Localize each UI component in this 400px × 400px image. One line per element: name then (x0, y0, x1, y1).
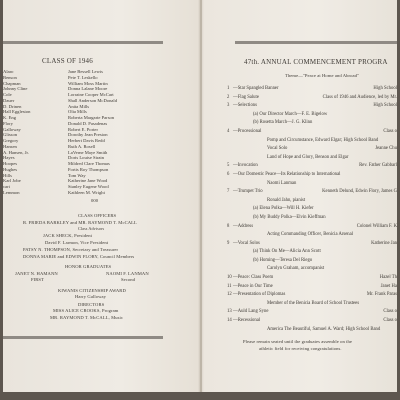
program-list (227, 86, 397, 335)
program-item (227, 275, 397, 284)
award-name: Harry Galloway (75, 294, 107, 299)
program-item (227, 172, 397, 181)
program-item-number: 5 (227, 163, 230, 169)
program-item-text: —Trumpet Trio (233, 189, 263, 195)
graduate-name: Shall Anderson McDonald (68, 97, 117, 103)
graduate-name: Ruth A. Rosell (68, 143, 96, 149)
program-item-text: Member of the Benicia Board of School Trustees (267, 300, 360, 306)
graduate-name: Herbert Davis Redd (68, 138, 105, 143)
graduate-name: D. Drinen (3, 103, 22, 109)
program-item-performer: Class o (383, 309, 397, 315)
program-item (227, 309, 397, 318)
advisors-role: Class Advisors (78, 226, 105, 231)
program-item-number: 7 (227, 189, 230, 195)
program-item (227, 215, 397, 224)
program-item (227, 266, 397, 275)
program-item-number: 9 (227, 240, 230, 246)
program-item (227, 120, 397, 129)
graduate-name: Cole (3, 92, 12, 97)
program-item-text: —Recessional (233, 318, 261, 324)
program-sheet (3, 0, 397, 392)
graduate-name: K. Eng (3, 115, 17, 120)
graduate-name: Dauer (3, 97, 15, 103)
graduate-name: Stanley Eugene Wood (68, 184, 109, 189)
program-item-text: —Flag Salute (233, 94, 259, 100)
graduate-name: Doris Louise Strain (68, 155, 104, 161)
program-item (227, 189, 397, 198)
program-item (227, 206, 397, 215)
graduate-name: Glisson (3, 132, 18, 138)
officer-council: DONNA MARIE and EDWIN FLORY, Council Members (23, 254, 135, 259)
graduate-name: Donald D. Pasadenas (68, 120, 108, 126)
program-item (227, 95, 397, 104)
program-item-text: Ronald Jahn, pianist (267, 197, 306, 203)
program-item-number: 2 (227, 94, 230, 100)
program-item-text: —Auld Lang Syne (233, 309, 269, 315)
program-item-number: 3 (227, 103, 230, 109)
program-item-text: (b) Homing—Teresa Del Riego (253, 257, 313, 263)
graduate-name: Dorothy Jean Preston (68, 132, 108, 138)
program-item-text: Pomp and Circumstance, Edward Elgar; High School Band (267, 137, 379, 143)
program-item (227, 327, 397, 336)
program-item-performer: Kenneth Delund, Edwin Flory, James G (322, 189, 397, 195)
program-item-performer: Class o (383, 128, 397, 134)
program-item-performer: Rev. Father Gabbarl (359, 163, 397, 169)
program-item (227, 232, 397, 241)
graduate-name: Robert E. Porter (68, 126, 98, 132)
graduate-name: Pete T. Leskello (68, 74, 98, 80)
footer-note-1: Please remain seated until the graduates assemble on the (243, 339, 352, 344)
class-advisors: R. FRIEDA BARKLEY and MR. RAYMOND T. McCALL (23, 220, 137, 225)
director-music: MR. RAYMOND T. McCALL, Music (50, 315, 124, 320)
program-item (227, 224, 397, 233)
footer-note-2: athletic field for receiving congratulations. (259, 346, 342, 351)
graduate-name: Galloway (3, 126, 21, 132)
program-item-number: 1 (227, 86, 230, 91)
graduate-name: A. Hansen, Jr. (3, 149, 29, 155)
program-item-number: 6 (227, 171, 230, 177)
graduate-name: Karl Jobe (3, 178, 21, 184)
program-item (227, 292, 397, 301)
graduate-name: Anita Mills (68, 103, 90, 109)
program-item-text: —Peace in Our Time (233, 283, 273, 289)
graduate-name: Gregory (3, 138, 19, 143)
program-theme: Theme—"Peace at Home and Abroad" (285, 73, 360, 78)
names-column-2 (68, 69, 117, 196)
program-item-text: (a) Elena Polka—Will H. Kiefer (253, 206, 314, 212)
left-top-rule (3, 41, 163, 44)
graduate-name: Roberta Margarie Parson (68, 115, 115, 120)
graduate-name: Tom Way (68, 172, 86, 178)
graduate-name: Hills (3, 172, 12, 178)
program-item (227, 155, 397, 164)
program-item-text: —Peace: Class Poem (233, 275, 274, 281)
graduate-name: Mildred Clare Thomas (68, 161, 110, 166)
honor-heading: HONOR GRADUATES (65, 264, 112, 269)
graduate-name: Flory (3, 120, 13, 126)
graduate-name: Olia Mills (68, 109, 87, 115)
program-item-performer: High School (373, 103, 397, 109)
class-title: CLASS OF 1946 (42, 57, 93, 65)
program-item-text: (b) My Buddy Polka—Elvin Kieffman (253, 214, 326, 220)
center-fold (200, 0, 202, 392)
program-item-performer: Hazel Th (379, 275, 397, 281)
program-item-text: Carolyn Graham, accompanist (267, 266, 325, 272)
graduate-name: Donna Lalane Moore (68, 86, 108, 92)
program-item (227, 284, 397, 293)
program-item-text: Naomi Lanman (267, 180, 297, 186)
program-item (227, 258, 397, 267)
program-item (227, 129, 397, 138)
program-item-number: 13 (227, 309, 232, 315)
program-item (227, 163, 397, 172)
honor-second-name: NAOMI F. LANMAN (106, 271, 149, 276)
program-item-text: —Vocal Solos (233, 240, 260, 246)
officer-president: JACK SHECK, President (43, 233, 93, 238)
program-item (227, 112, 397, 121)
graduate-name: Lorraine Cooper McCart (68, 92, 114, 97)
graduate-name: Jane Bessell Lewis (68, 69, 103, 74)
program-item-number: 4 (227, 128, 230, 134)
right-top-rule (235, 41, 397, 44)
program-item-number: 8 (227, 223, 230, 229)
program-item-text: (a) Our Director March—F. E. Bigelow (253, 111, 328, 117)
program-item-performer: Mr. Frank Paras (366, 292, 397, 298)
graduate-name: Fortis Roy Thompson (68, 166, 109, 172)
program-item (227, 318, 397, 327)
graduate-name: Katherine Jane Wood (68, 178, 108, 184)
program-item-performer: Class o (383, 318, 397, 324)
program-item (227, 103, 397, 112)
program-item-text: (b) Rosetta March—J. G. Klinn (253, 120, 313, 126)
officer-secretary: PATSY N. THOMPSON, Secretary and Treasurer (23, 247, 119, 252)
program-item (227, 86, 397, 95)
graduate-name: Chapman (3, 80, 21, 86)
graduate-name: Benson (3, 74, 17, 80)
left-bottom-rule (3, 336, 163, 339)
names-column-1 (3, 69, 30, 196)
program-item-text: America The Beautiful, Samuel A. Ward; High School Band (267, 326, 381, 332)
honor-first-name: JANET N. HAMANN (15, 271, 58, 276)
program-item-performer: High School (373, 86, 397, 91)
award-heading: KIWANIS CITIZENSHIP AWARD (58, 288, 126, 293)
program-item (227, 138, 397, 147)
program-item-text: —Star Spangled Banner (233, 86, 279, 91)
program-item-performer: Jeanne Chu (375, 146, 397, 152)
program-item-number: 10 (227, 275, 232, 281)
program-item-text: (a) Think On Me—Alicia Ann Scott (253, 249, 321, 255)
graduate-name: Alaro (3, 69, 14, 74)
program-item-number: 12 (227, 292, 232, 298)
program-item-text: —Presentation of Diplomas (233, 292, 286, 298)
program-item (227, 249, 397, 258)
graduate-name: cart (3, 184, 10, 189)
graduate-name: Johnny Cline (3, 86, 28, 92)
program-item-performer: Class of 1946 and Audience, led by Mr. (322, 94, 397, 100)
program-item-text: —Address (233, 223, 254, 229)
program-item-text: Acting Commanding Officer, Benicia Arsenal (267, 232, 354, 238)
graduate-name: Hoopes (3, 161, 18, 166)
program-item (227, 301, 397, 310)
honor-first-role: FIRST (31, 277, 44, 282)
officer-vice-president: David F. Larmon, Vice President (45, 240, 109, 245)
program-item-text: —Selections (233, 103, 257, 109)
program-item-text: Land of Hope and Glory, Benson and Elgar (267, 154, 349, 160)
honor-second-role: Second (121, 277, 136, 282)
program-item-performer: Janet Ha (380, 283, 397, 289)
program-item (227, 198, 397, 207)
program-item-performer: Katherine Jan (371, 240, 397, 246)
program-item-performer: Colonel William F. K (356, 223, 397, 229)
program-item (227, 146, 397, 155)
program-item-number: 11 (227, 283, 232, 289)
graduate-name: Hansen (3, 143, 17, 149)
director-program: MISS ALICE CROOKS, Program (53, 308, 119, 313)
program-item-number: 14 (227, 318, 232, 324)
graduate-name: Hall Eggleston (3, 109, 31, 115)
graduate-name: Kathleen M. Wright (68, 189, 105, 195)
program-item-text: —Our Domestic Peace—Its Relationship to International (233, 171, 341, 177)
program-item-text: —Invocation (233, 163, 258, 169)
program-item-text: —Processional (233, 128, 262, 134)
graduate-name: William Moss Martin (68, 80, 108, 86)
program-item-text: Vocal Solo (267, 146, 288, 152)
directors-heading: DIRECTORS (78, 302, 105, 307)
section-mark: 000 (91, 198, 99, 203)
graduate-name: LaVerne Maye Smith (68, 149, 108, 155)
graduate-name: Hayes (3, 155, 15, 161)
program-item (227, 241, 397, 250)
program-item (227, 181, 397, 190)
commencement-title: 47th. ANNUAL COMMENCEMENT PROGRA (244, 58, 388, 66)
graduate-name: Hughes (3, 166, 18, 172)
officers-heading: CLASS OFFICERS (78, 213, 117, 218)
graduate-name: Lemmon (3, 189, 20, 195)
